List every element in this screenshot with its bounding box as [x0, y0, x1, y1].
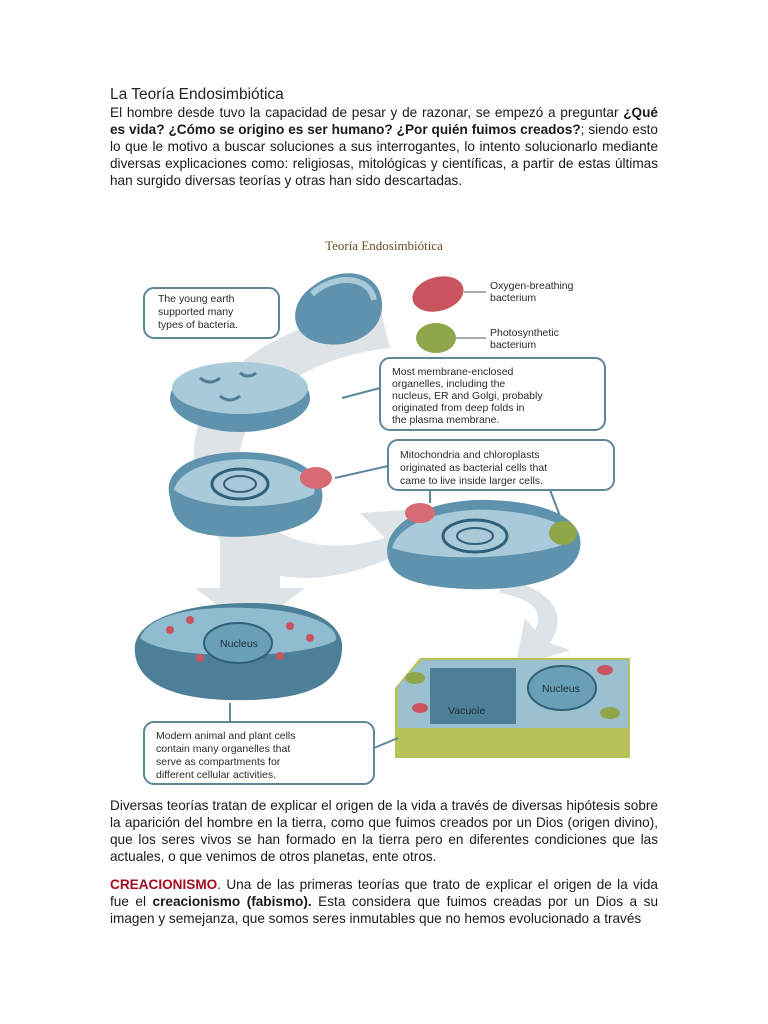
- endosymbiosis-diagram: [130, 258, 630, 790]
- intro-text-1: El hombre desde tuvo la capacidad de pesar y de razonar, se empezó a preguntar: [110, 105, 624, 120]
- eukaryotic-precursor-cell: [387, 500, 580, 589]
- figure-caption: Teoría Endosimbiótica: [325, 238, 443, 253]
- nucleus-label-plant: Nucleus: [542, 683, 580, 695]
- plant-cell: [395, 658, 630, 758]
- legend-oxygen-line-1: Oxygen-breathing: [490, 280, 574, 292]
- callout-membrane: [380, 358, 605, 430]
- engulfing-cell: [169, 452, 332, 537]
- paragraph-theories: Diversas teorías tratan de explicar el origen de la vida a través de diversas hipótesis sobre la aparición del hombre en la tierra, como que fuimos creados por un Dios (origen divino), que los seres vivos se han formado en la tierra pero en diferentes condiciones que las actuales, o que venimos de otros planetas, ente otros.: [110, 798, 658, 864]
- callout-membrane-line-1: Most membrane-enclosed: [392, 366, 514, 378]
- down-arrow-right: [500, 578, 570, 668]
- callout-young-earth-line-1: The young earth: [158, 293, 235, 305]
- folding-cell: [170, 362, 310, 432]
- callout-membrane-line-4: originated from deep folds in: [392, 402, 525, 414]
- photosynthetic-bacterium: [416, 323, 456, 353]
- intro-questions: ¿Qué es vida? ¿Cómo se origino es ser humano? ¿Por quién fuimos creados?: [110, 105, 658, 137]
- callout-modern-line-4: different cellular activities.: [156, 769, 277, 781]
- legend-photo-line-2: bacterium: [490, 339, 537, 351]
- animal-cell: [135, 603, 342, 700]
- callout-mito-line-2: originated as bacterial cells that: [400, 462, 548, 474]
- creacionismo-text-1: . Una de las primeras teorías que trato de explicar el origen de la vida fue el: [110, 877, 658, 909]
- oxygen-bacterium: [408, 271, 467, 317]
- callout-membrane-line-3: nucleus, ER and Golgi, probably: [392, 390, 543, 402]
- legend-oxygen: [490, 280, 574, 304]
- legend-photo-line-1: Photosynthetic: [490, 327, 559, 339]
- page-title: La Teoría Endosimbiótica: [110, 86, 284, 103]
- legend-photo: [490, 327, 559, 351]
- callout-young-earth-line-2: supported many: [158, 306, 234, 318]
- nucleus-label-animal: Nucleus: [220, 638, 258, 650]
- intro-paragraph: [110, 104, 658, 189]
- vacuole-label: Vacuole: [448, 705, 486, 717]
- callout-young-earth: [144, 288, 279, 338]
- paragraph-creacionismo: [110, 876, 658, 927]
- callout-mito-line-1: Mitochondria and chloroplasts: [400, 449, 540, 461]
- creacionismo-term: creacionismo (fabismo).: [152, 894, 312, 909]
- legend-oxygen-line-2: bacterium: [490, 292, 537, 304]
- creacionismo-heading: CREACIONISMO: [110, 877, 218, 892]
- callout-modern-line-3: serve as compartments for: [156, 756, 281, 768]
- callout-mito-line-3: came to live inside larger cells.: [400, 475, 543, 487]
- callout-membrane-line-5: the plasma membrane.: [392, 414, 500, 426]
- callout-modern: [144, 722, 374, 784]
- creacionismo-text-2: Esta considera que fuimos creadas por un Dios a su imagen y semejanza, que somos seres inmutables que no hemos evolucionado a través: [110, 894, 659, 926]
- callout-modern-line-1: Modern animal and plant cells: [156, 730, 296, 742]
- callout-mito: [388, 440, 614, 490]
- callout-modern-line-2: contain many organelles that: [156, 743, 291, 755]
- callout-young-earth-line-3: types of bacteria.: [158, 319, 238, 331]
- callout-membrane-line-2: organelles, including the: [392, 378, 506, 390]
- intro-text-2: ; siendo esto lo que le motivo a buscar soluciones a sus interrogantes, lo intento solucionarlo mediante diversas explicaciones como: religiosas, mitológicas y científicas, a partir de estas últimas han surgido diversas teorías y otras han sido descartadas.: [110, 122, 658, 188]
